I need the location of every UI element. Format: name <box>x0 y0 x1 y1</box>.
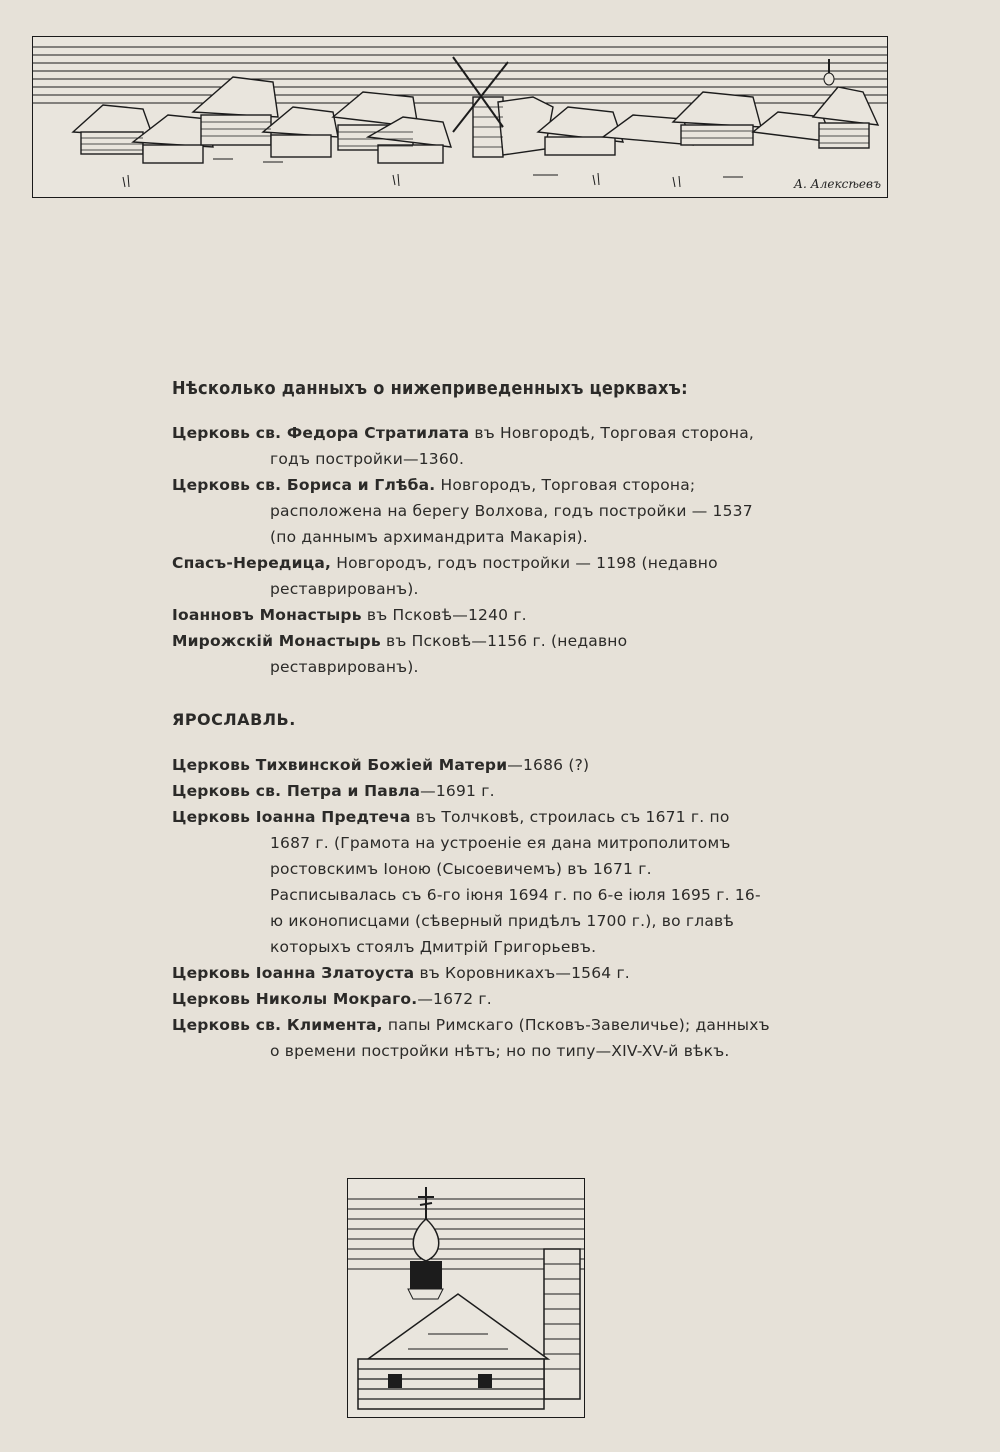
yaroslavl-list <box>172 752 772 1064</box>
list-item <box>172 804 772 960</box>
list-item <box>172 1012 772 1064</box>
church-name: Церковь св. Бориса и Глѣба. <box>172 476 436 494</box>
list-item <box>172 960 772 986</box>
novgorod-pskov-list <box>172 420 772 680</box>
section-title-yaroslavl: ЯРОСЛАВЛЬ. <box>172 710 296 729</box>
list-item <box>172 986 772 1012</box>
church-details: —1672 г. <box>417 990 492 1008</box>
church-vignette-illustration <box>347 1178 585 1418</box>
church-name: Церковь Тихвинской Божіей Матери <box>172 756 508 774</box>
artist-signature: А. Алексѣевъ <box>793 177 881 191</box>
church-name: Церковь св. Петра и Павла <box>172 782 421 800</box>
church-details: —1686 (?) <box>507 756 590 774</box>
list-item <box>172 550 772 602</box>
church-details: въ Псковѣ—1156 г. (недавно реставрированъ). <box>270 632 628 676</box>
church-details: въ Псковѣ—1240 г. <box>361 606 527 624</box>
church-details: Новгородъ, годъ постройки — 1198 (недавно реставрированъ). <box>270 554 718 598</box>
church-details: въ Новгородѣ, Торговая сторона, годъ постройки—1360. <box>270 424 755 468</box>
church-details: Новгородъ, Торговая сторона; расположена на берегу Волхова, годъ постройки — 1537 (по даннымъ архимандрита Макарія). <box>270 476 753 546</box>
winter-village-illustration <box>32 36 888 198</box>
page-heading: Нѣсколько данныхъ о нижеприведенныхъ церквахъ: <box>172 378 688 399</box>
church-details: папы Римскаго (Псковъ-Завеличье); данныхъ о времени постройки нѣтъ; но по типу—XIV-XV-й вѣкъ. <box>270 1016 770 1060</box>
church-name: Церковь Іоанна Предтеча <box>172 808 411 826</box>
list-item <box>172 472 772 550</box>
church-details: въ Толчковѣ, строилась съ 1671 г. по 1687 г. (Грамота на устроеніе ея дана митрополитомъ ростовскимъ Іоною (Сысоевичемъ) въ 1671 г. Расписывалась съ 6-го іюня 1694 г. по 6-е іюля 1695 г. 16-ю иконописцами (сѣверный придѣлъ 1700 г.), во главѣ которыхъ стоялъ Дмитрій Григорьевъ. <box>270 808 761 956</box>
church-details: —1691 г. <box>420 782 495 800</box>
church-details: въ Коровникахъ—1564 г. <box>414 964 630 982</box>
list-item <box>172 628 772 680</box>
village-drawing <box>33 37 887 197</box>
church-name: Церковь св. Федора Стратилата <box>172 424 470 442</box>
list-item <box>172 752 772 778</box>
church-name: Іоанновъ Монастырь <box>172 606 362 624</box>
list-item <box>172 602 772 628</box>
church-name: Спасъ-Нередица, <box>172 554 332 572</box>
church-name: Церковь Николы Мокраго. <box>172 990 418 1008</box>
list-item <box>172 778 772 804</box>
list-item <box>172 420 772 472</box>
church-name: Церковь св. Климента, <box>172 1016 383 1034</box>
church-drawing <box>348 1179 584 1417</box>
church-name: Мирожскій Монастырь <box>172 632 381 650</box>
church-name: Церковь Іоанна Златоуста <box>172 964 415 982</box>
